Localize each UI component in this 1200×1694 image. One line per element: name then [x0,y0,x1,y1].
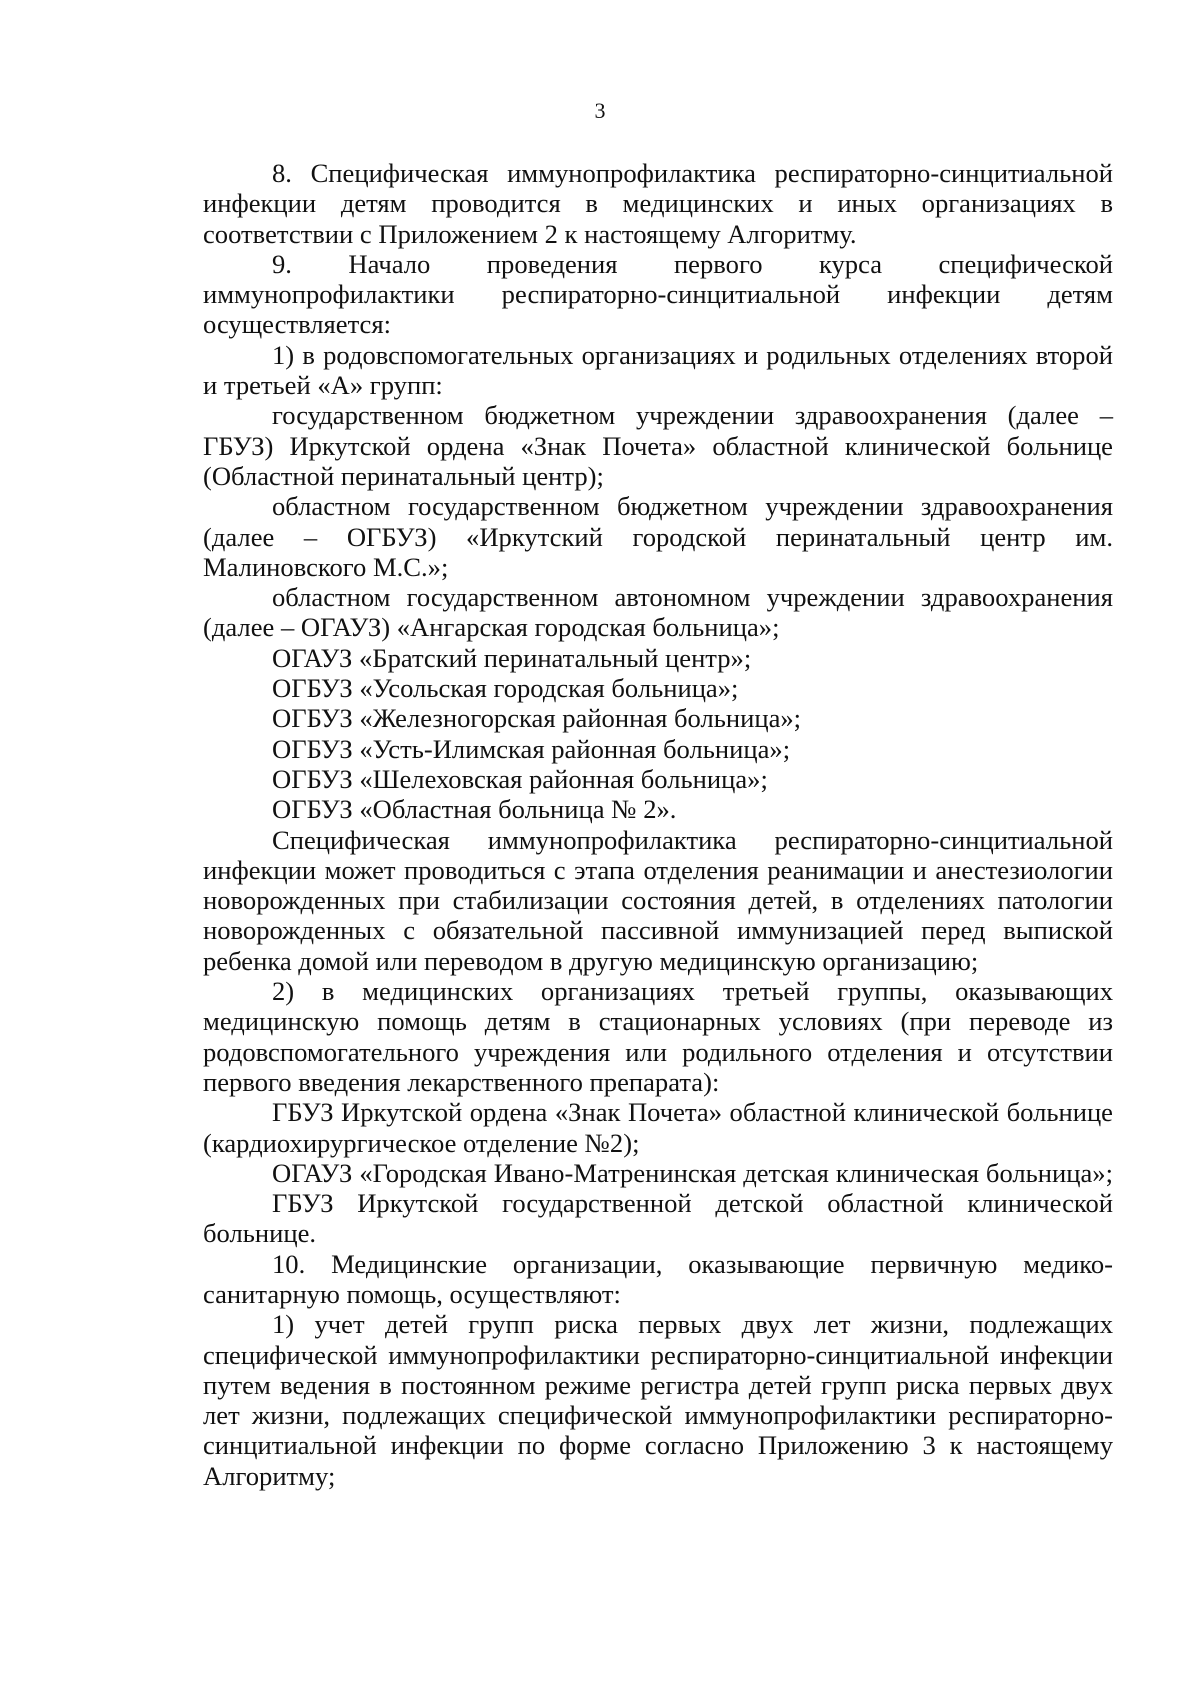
page-number: 3 [594,98,606,123]
paragraph-gbuz-perinatal-center: государственном бюджетном учреждении здравоохранения (далее – ГБУЗ) Иркутской ордена «Знак Почета» областной клинической больнице (Областной перинатальный центр); [203,400,1113,491]
paragraph-ogauz-angarsk: областном государственном автономном учреждении здравоохранения (далее – ОГАУЗ) «Ангарская городская больница»; [203,582,1113,643]
paragraph-10-item-1: 1) учет детей групп риска первых двух лет жизни, подлежащих специфической иммунопрофилактики респираторно-синцитиальной инфекции путем ведения в постоянном режиме регистра детей групп риска первых двух лет жизни, подлежащих специфической иммунопрофилактики респираторно-синцитиальной инфекции по форме согласно Приложению 3 к настоящему Алгоритму; [203,1309,1113,1491]
paragraph-9-item-1: 1) в родовспомогательных организациях и родильных отделениях второй и третьей «А» групп: [203,339,1113,401]
list-item-shelekhov: ОГБУЗ «Шелеховская районная больница»; [272,763,768,794]
paragraph-ogauz-ivano-matreninskaya: ОГАУЗ «Городская Ивано-Матренинская детская клиническая больница»; [272,1157,1113,1188]
paragraph-ogbuz-irkutsk-perinatal: областном государственном бюджетном учреждении здравоохранения (далее – ОГБУЗ) «Иркутский городской перинатальный центр им. Малиновского М.С.»; [203,491,1113,582]
list-item-usolye: ОГБУЗ «Усольская городская больница»; [272,673,739,704]
document-body [203,158,1113,1491]
paragraph-9-item-2: 2) в медицинских организациях третьей группы, оказывающих медицинскую помощь детям в стационарных условиях (при переводе из родовспомогательного учреждения или родильного отделения и отсутствии первого введения лекарственного препарата): [203,976,1113,1097]
list-item-zheleznogorsk: ОГБУЗ «Железногорская районная больница»; [272,703,802,734]
list-item-oblast-hospital-2: ОГБУЗ «Областная больница № 2». [272,794,677,825]
paragraph-8: 8. Специфическая иммунопрофилактика респираторно-синцитиальной инфекции детям проводится в медицинских и иных организациях в соответствии с Приложением 2 к настоящему Алгоритму. [203,158,1113,249]
paragraph-immunoprophylaxis-stage: Специфическая иммунопрофилактика респираторно-синцитиальной инфекции может проводиться с этапа отделения реанимации и анестезиологии новорожденных при стабилизации состояния детей, в отделениях патологии новорожденных с обязательной пассивной иммунизацией перед выпиской ребенка домой или переводом в другую медицинскую организацию; [203,824,1113,976]
paragraph-gbuz-childrens-hospital: ГБУЗ Иркутской государственной детской областной клинической больнице. [203,1188,1113,1249]
paragraph-10: 10. Медицинские организации, оказывающие первичную медико-санитарную помощь, осуществляют: [203,1248,1113,1309]
paragraph-9: 9. Начало проведения первого курса специфической иммунопрофилактики респираторно-синцитиальной инфекции детям осуществляется: [203,248,1113,340]
list-item-bratsk: ОГАУЗ «Братский перинатальный центр»; [272,642,752,673]
list-item-ust-ilimsk: ОГБУЗ «Усть-Илимская районная больница»; [272,733,791,764]
paragraph-gbuz-cardiosurgery: ГБУЗ Иркутской ордена «Знак Почета» областной клинической больнице (кардиохирургическое отделение №2); [203,1097,1113,1158]
